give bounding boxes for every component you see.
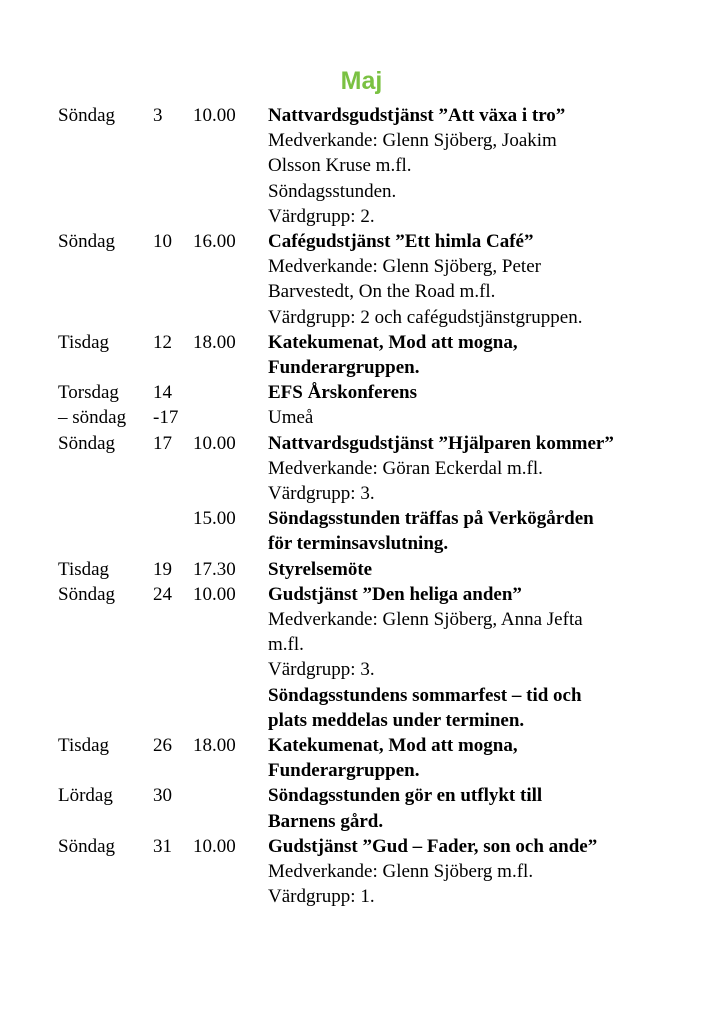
event-time: 18.00 — [193, 735, 236, 757]
event-row — [58, 733, 698, 783]
event-detail-line: Olsson Kruse m.fl. — [268, 155, 412, 177]
event-day: Söndag — [58, 231, 115, 253]
event-description — [268, 380, 698, 405]
event-day: Torsdag — [58, 382, 119, 404]
event-description — [268, 834, 698, 910]
event-title-line: Gudstjänst ”Gud – Fader, son och ande” — [268, 835, 598, 857]
event-date: 3 — [153, 105, 163, 126]
event-title-line: Funderargruppen. — [268, 760, 420, 782]
page-title: Maj — [340, 67, 383, 95]
event-detail-line: Värdgrupp: 3. — [268, 483, 375, 505]
event-title-line: Cafégudstjänst ”Ett himla Café” — [268, 231, 534, 253]
event-date: 12 — [153, 331, 172, 353]
event-description — [268, 783, 698, 833]
event-time: 10.00 — [193, 432, 236, 454]
event-title-line: för terminsavslutning. — [268, 533, 449, 555]
event-description — [268, 506, 698, 556]
event-date: 10 — [153, 231, 172, 253]
event-date: 17 — [153, 432, 172, 454]
event-date: 24 — [153, 583, 172, 605]
event-title-line: Katekumenat, Mod att mogna, — [268, 735, 518, 757]
event-title-line: Söndagsstunden träffas på Verkögården — [268, 508, 594, 530]
event-description — [268, 103, 698, 229]
event-title-line: Barnens gård. — [268, 810, 384, 832]
event-time: 16.00 — [193, 231, 236, 253]
event-date: 19 — [153, 558, 172, 580]
event-title-line: Funderargruppen. — [268, 357, 420, 379]
event-day: Söndag — [58, 835, 115, 857]
event-detail-line: Medverkande: Glenn Sjöberg, Peter — [268, 256, 541, 278]
event-day: Tisdag — [58, 735, 110, 757]
event-day: Söndag — [58, 432, 115, 454]
event-row — [58, 834, 698, 910]
event-detail-line: Söndagsstunden. — [268, 180, 397, 202]
event-day: Tisdag — [58, 331, 110, 353]
event-date: 26 — [153, 735, 172, 757]
event-row — [58, 380, 698, 405]
event-date: 14 — [153, 382, 172, 404]
event-title-line: Söndagsstundens sommarfest – tid och — [268, 684, 582, 706]
event-title-line: Katekumenat, Mod att mogna, — [268, 331, 518, 353]
event-row — [58, 103, 698, 229]
event-description — [268, 557, 698, 582]
event-detail-line: Medverkande: Göran Eckerdal m.fl. — [268, 457, 543, 479]
event-title-line: Gudstjänst ”Den heliga anden” — [268, 583, 522, 605]
event-day: – söndag — [58, 407, 127, 429]
event-row — [58, 330, 698, 380]
event-schedule — [58, 103, 698, 910]
event-detail-line: Värdgrupp: 3. — [268, 659, 375, 681]
event-time: 18.00 — [193, 331, 236, 353]
event-row — [58, 431, 698, 507]
event-time: 10.00 — [193, 583, 236, 605]
event-detail-line: Barvestedt, On the Road m.fl. — [268, 281, 496, 303]
event-title-line: EFS Årskonferens — [268, 382, 418, 404]
event-row — [58, 405, 698, 430]
event-date: 31 — [153, 835, 172, 857]
event-day: Lördag — [58, 785, 113, 807]
event-title-line: Söndagsstunden gör en utflykt till — [268, 785, 543, 807]
event-day: Söndag — [58, 583, 115, 605]
event-description — [268, 431, 698, 507]
event-detail-line: m.fl. — [268, 634, 304, 656]
event-description — [268, 582, 698, 733]
event-day: Tisdag — [58, 558, 110, 580]
event-time: 10.00 — [193, 835, 236, 857]
event-day: Söndag — [58, 105, 115, 126]
event-time: 10.00 — [193, 105, 236, 126]
event-date: -17 — [153, 407, 179, 429]
event-detail-line: Medverkande: Glenn Sjöberg m.fl. — [268, 861, 534, 883]
event-row — [58, 557, 698, 582]
event-row — [58, 229, 698, 330]
event-title-line: Nattvardsgudstjänst ”Att växa i tro” — [268, 105, 566, 126]
event-row — [58, 582, 698, 733]
event-description — [268, 229, 698, 330]
event-row — [58, 783, 698, 833]
event-row — [58, 506, 698, 556]
event-description — [268, 330, 698, 380]
event-detail-line: Medverkande: Glenn Sjöberg, Joakim — [268, 130, 557, 152]
event-description — [268, 733, 698, 783]
event-detail-line: Umeå — [268, 407, 314, 429]
event-description — [268, 405, 698, 430]
event-time: 17.30 — [193, 558, 236, 580]
event-detail-line: Värdgrupp: 2 och cafégudstjänstgruppen. — [268, 306, 583, 328]
event-detail-line: Medverkande: Glenn Sjöberg, Anna Jefta — [268, 609, 583, 631]
event-title-line: Styrelsemöte — [268, 558, 373, 580]
event-date: 30 — [153, 785, 172, 807]
event-detail-line: Värdgrupp: 1. — [268, 886, 375, 908]
event-title-line: Nattvardsgudstjänst ”Hjälparen kommer” — [268, 432, 614, 454]
event-detail-line: Värdgrupp: 2. — [268, 205, 375, 227]
event-title-line: plats meddelas under terminen. — [268, 709, 525, 731]
event-time: 15.00 — [193, 508, 236, 530]
